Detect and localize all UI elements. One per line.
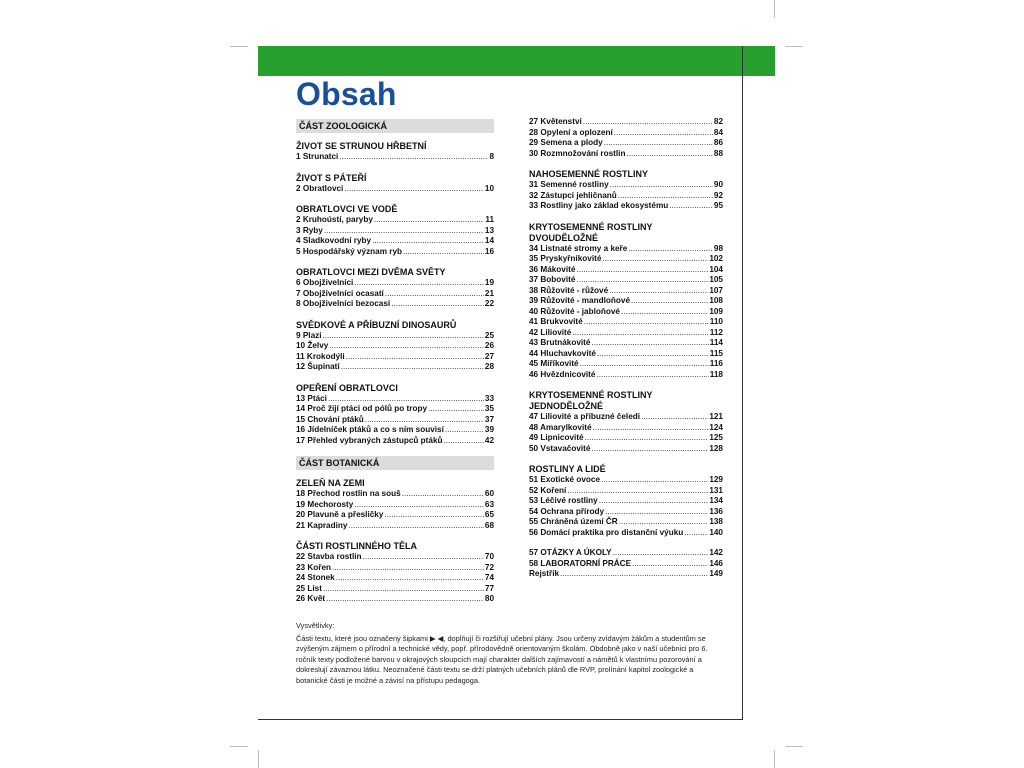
toc-entry[interactable] <box>296 563 494 574</box>
entry-page-number: 27 <box>484 351 494 361</box>
toc-entry[interactable] <box>296 299 494 310</box>
section-title: OBRATLOVCI MEZI DVĚMA SVĚTY <box>296 267 446 277</box>
toc-entry[interactable] <box>529 286 723 297</box>
entry-label: 47 Liliovité a příbuzné čeledi <box>529 412 641 421</box>
entry-page-number: 14 <box>484 236 494 245</box>
entry-label: 46 Hvězdnicovité <box>529 369 596 379</box>
entry-label: 51 Exotické ovoce <box>529 475 600 484</box>
toc-section <box>529 222 723 381</box>
toc-entry[interactable] <box>529 307 723 318</box>
dot-leader <box>374 215 484 226</box>
dot-leader <box>614 128 713 139</box>
entry-page-number: 21 <box>484 288 494 298</box>
notes-title: Vysvětlivky: <box>296 621 335 630</box>
toc-entry[interactable] <box>296 415 494 426</box>
entry-label: 13 Ptáci <box>296 393 327 403</box>
dot-leader <box>604 138 713 149</box>
entry-label: 39 Růžovité - mandloňové <box>529 296 630 305</box>
dot-leader <box>572 328 708 339</box>
toc-entry[interactable] <box>529 275 723 286</box>
toc-entry[interactable] <box>529 359 723 370</box>
dot-leader <box>641 412 708 423</box>
toc-entry[interactable] <box>529 317 723 328</box>
entry-label: 2 Kruhoústí, paryby <box>296 215 373 224</box>
toc-entry[interactable] <box>296 552 494 563</box>
dot-leader <box>344 184 484 195</box>
dot-leader <box>591 338 708 349</box>
entry-label: 33 Rostliny jako základ ekosystému <box>529 201 669 210</box>
entry-label: 6 Obojživelníci <box>296 278 354 287</box>
toc-entry[interactable] <box>296 331 494 342</box>
dot-leader <box>684 528 708 539</box>
toc-entry[interactable] <box>529 528 723 539</box>
page-border-right <box>742 46 743 720</box>
dot-leader <box>444 436 484 447</box>
entry-label: 23 Kořen <box>296 562 332 572</box>
entry-label: 19 Mechorosty <box>296 499 354 509</box>
entry-label: 37 Bobovité <box>529 275 576 284</box>
toc-entry[interactable] <box>296 226 494 237</box>
entry-label: 11 Krokodýli <box>296 351 345 361</box>
toc-entry[interactable] <box>296 362 494 373</box>
entry-page-number: 42 <box>484 435 494 445</box>
section-title: OBRATLOVCI VE VODĚ <box>296 204 398 214</box>
toc-entry[interactable] <box>296 394 494 405</box>
crop-mark <box>230 746 248 747</box>
entry-label: 42 Liliovité <box>529 327 572 337</box>
entry-label: 7 Obojživelníci ocasatí <box>296 288 384 298</box>
entry-page-number: 72 <box>484 562 494 572</box>
toc-entry[interactable] <box>529 370 723 381</box>
dot-leader <box>591 444 708 455</box>
entry-label: 35 Pryskyřníkovité <box>529 254 602 263</box>
toc-section <box>296 320 494 373</box>
toc-left-column <box>296 119 494 615</box>
entry-page-number: 98 <box>713 243 723 253</box>
entry-page-number: 131 <box>709 485 723 495</box>
entry-label: 4 Sladkovodní ryby <box>296 236 372 245</box>
toc-entry[interactable] <box>529 569 723 580</box>
entry-page-number: 104 <box>709 264 723 274</box>
header-green-band <box>258 46 775 76</box>
crop-mark <box>774 0 775 18</box>
entry-label: 50 Vstavačovité <box>529 443 591 453</box>
toc-entry[interactable] <box>529 191 723 202</box>
entry-page-number: 70 <box>484 552 494 561</box>
toc-entry[interactable] <box>296 521 494 532</box>
section-title: KRYTOSEMENNÉ ROSTLINY DVOUDĚLOŽNÉ <box>529 221 653 243</box>
dot-leader <box>403 247 484 258</box>
entry-label: 31 Semenné rostliny <box>529 180 609 189</box>
toc-entry[interactable] <box>529 117 723 128</box>
dot-leader <box>363 552 484 563</box>
entry-page-number: 146 <box>709 558 723 568</box>
entry-page-number: 84 <box>713 127 723 137</box>
dot-leader <box>576 275 708 286</box>
part-heading: ČÁST ZOOLOGICKÁ <box>296 119 494 133</box>
dot-leader <box>391 299 484 310</box>
crop-mark <box>785 46 803 47</box>
entry-label: 10 Želvy <box>296 341 329 350</box>
entry-label: 56 Domácí praktika pro distanční výuku <box>529 527 684 537</box>
dot-leader <box>567 486 708 497</box>
crop-mark <box>785 746 803 747</box>
entry-label: 36 Mákovité <box>529 264 576 274</box>
entry-page-number: 82 <box>713 117 723 126</box>
dot-leader <box>613 548 709 559</box>
entry-label: 27 Květenství <box>529 117 582 126</box>
entry-page-number: 115 <box>709 348 723 358</box>
entry-page-number: 114 <box>709 338 723 347</box>
dot-leader <box>339 152 488 163</box>
section-title: NAHOSEMENNÉ ROSTLINY <box>529 169 649 179</box>
toc-entry[interactable] <box>529 507 723 518</box>
toc-entry[interactable] <box>529 254 723 265</box>
crop-mark <box>230 46 248 47</box>
entry-page-number: 118 <box>709 369 723 379</box>
entry-label: 58 LABORATORNÍ PRÁCE <box>529 558 632 568</box>
toc-entry[interactable] <box>529 244 723 255</box>
entry-page-number: 11 <box>485 215 494 224</box>
entry-page-number: 74 <box>484 573 494 582</box>
entry-page-number: 65 <box>484 510 494 519</box>
entry-page-number: 68 <box>484 520 494 530</box>
entry-label: 5 Hospodářský význam ryb <box>296 246 403 256</box>
toc-entry[interactable] <box>529 486 723 497</box>
entry-label: 12 Šupinatí <box>296 362 340 371</box>
entry-label: 45 Miříkovité <box>529 359 579 368</box>
toc-entry[interactable] <box>296 289 494 300</box>
entry-label: 55 Chráněná území ČR <box>529 517 618 526</box>
toc-entry[interactable] <box>529 328 723 339</box>
toc-entry[interactable] <box>296 436 494 447</box>
entry-label: 30 Rozmnožování rostlin <box>529 148 626 158</box>
dot-leader <box>332 563 484 574</box>
toc-entry[interactable] <box>296 573 494 584</box>
entry-label: 29 Semena a plody <box>529 138 603 147</box>
entry-page-number: 86 <box>713 138 723 147</box>
toc-section <box>529 390 723 454</box>
entry-label: 41 Brukvovité <box>529 317 583 326</box>
dot-leader <box>329 341 484 352</box>
section-title: ŽIVOT S PÁTEŘÍ <box>296 172 367 183</box>
entry-page-number: 35 <box>484 404 494 413</box>
entry-page-number: 26 <box>484 341 494 350</box>
entry-page-number: 33 <box>484 393 494 403</box>
toc-entry[interactable] <box>529 296 723 307</box>
toc-entry[interactable] <box>529 444 723 455</box>
dot-leader <box>605 507 708 518</box>
entry-page-number: 138 <box>709 517 723 526</box>
dot-leader <box>621 307 708 318</box>
toc-right-column <box>529 117 723 590</box>
entry-label: 24 Stonek <box>296 573 335 582</box>
toc-section <box>296 173 494 195</box>
entry-label: 54 Ochrana přírody <box>529 506 605 516</box>
entry-page-number: 8 <box>489 152 494 161</box>
entry-page-number: 39 <box>484 425 494 434</box>
crop-mark <box>774 750 775 768</box>
dot-leader <box>626 149 712 160</box>
entry-page-number: 109 <box>709 306 723 316</box>
toc-entry[interactable] <box>296 184 494 195</box>
entry-page-number: 28 <box>484 362 494 371</box>
entry-page-number: 10 <box>484 183 494 193</box>
toc-section <box>296 204 494 257</box>
toc-entry[interactable] <box>529 149 723 160</box>
entry-label: 3 Ryby <box>296 225 323 235</box>
dot-leader <box>560 569 708 580</box>
toc-section <box>296 141 494 163</box>
entry-page-number: 116 <box>709 359 723 368</box>
dot-leader <box>336 573 484 584</box>
entry-page-number: 63 <box>484 499 494 509</box>
dot-leader <box>372 236 484 247</box>
dot-leader <box>354 278 484 289</box>
toc-entry[interactable] <box>529 349 723 360</box>
entry-page-number: 19 <box>484 278 494 287</box>
toc-section <box>296 267 494 310</box>
toc-entry[interactable] <box>296 404 494 415</box>
toc-entry[interactable] <box>296 341 494 352</box>
entry-page-number: 80 <box>484 594 494 603</box>
entry-label: 21 Kapradiny <box>296 520 348 530</box>
page-border-bottom <box>258 719 743 720</box>
entry-label: 52 Koření <box>529 485 567 495</box>
entry-label: 17 Přehled vybraných zástupců ptáků <box>296 435 443 445</box>
dot-leader <box>669 201 713 212</box>
entry-label: 15 Chování ptáků <box>296 414 364 424</box>
entry-page-number: 121 <box>709 412 723 421</box>
entry-label: 53 Léčivé rostliny <box>529 496 598 505</box>
dot-leader <box>354 500 484 511</box>
dot-leader <box>593 423 709 434</box>
dot-leader <box>384 510 484 521</box>
entry-label: 48 Amarylkovité <box>529 422 592 432</box>
entry-page-number: 107 <box>709 285 723 295</box>
toc-section <box>529 464 723 538</box>
toc-entry[interactable] <box>529 433 723 444</box>
toc-entry[interactable] <box>529 517 723 528</box>
dot-leader <box>583 117 713 128</box>
toc-entry[interactable] <box>529 265 723 276</box>
toc-section <box>529 548 723 580</box>
toc-entry[interactable] <box>529 475 723 486</box>
dot-leader <box>428 404 484 415</box>
dot-leader <box>596 370 708 381</box>
entry-label: 28 Opylení a oplození <box>529 127 613 137</box>
toc-entry[interactable] <box>529 496 723 507</box>
entry-page-number: 92 <box>713 190 723 200</box>
entry-page-number: 129 <box>709 475 723 484</box>
dot-leader <box>341 362 484 373</box>
entry-label: 8 Obojživelníci bezocasí <box>296 299 391 308</box>
entry-label: 22 Stavba rostlin <box>296 552 362 561</box>
dot-leader <box>609 286 708 297</box>
toc-entry[interactable] <box>296 510 494 521</box>
toc-entry[interactable] <box>296 500 494 511</box>
toc-section <box>296 478 494 531</box>
entry-page-number: 124 <box>709 422 723 432</box>
entry-page-number: 60 <box>484 489 494 498</box>
entry-page-number: 105 <box>709 275 723 284</box>
section-title: ZELEŇ NA ZEMI <box>296 478 365 488</box>
dot-leader <box>599 496 709 507</box>
dot-leader <box>580 359 709 370</box>
dot-leader <box>631 296 708 307</box>
entry-page-number: 25 <box>484 330 494 340</box>
dot-leader <box>348 521 483 532</box>
entry-page-number: 134 <box>709 496 723 505</box>
entry-page-number: 102 <box>709 254 723 263</box>
entry-page-number: 77 <box>484 583 494 593</box>
toc-entry[interactable] <box>296 425 494 436</box>
dot-leader <box>402 489 484 500</box>
section-title: ČÁSTI ROSTLINNÉHO TĚLA <box>296 541 417 551</box>
entry-label: 9 Plazi <box>296 330 322 340</box>
entry-page-number: 95 <box>713 201 723 210</box>
entry-page-number: 110 <box>709 317 723 326</box>
entry-label: 25 List <box>296 583 322 593</box>
notes-block <box>296 621 726 687</box>
dot-leader <box>365 415 484 426</box>
toc-entry[interactable] <box>296 215 494 226</box>
dot-leader <box>628 244 713 255</box>
entry-page-number: 13 <box>484 225 494 235</box>
dot-leader <box>601 475 708 486</box>
entry-label: 26 Květ <box>296 594 326 603</box>
section-title: ROSTLINY A LIDÉ <box>529 464 606 474</box>
toc-section <box>296 541 494 605</box>
dot-leader <box>324 226 484 237</box>
toc-entry[interactable] <box>296 352 494 363</box>
entry-label: 40 Růžovité - jabloňové <box>529 306 620 316</box>
entry-page-number: 37 <box>484 414 494 424</box>
section-title: SVĚDKOVÉ A PŘÍBUZNÍ DINOSAURŮ <box>296 319 457 330</box>
entry-page-number: 88 <box>713 148 723 158</box>
toc-section <box>296 383 494 447</box>
toc-entry[interactable] <box>529 128 723 139</box>
entry-label: 57 OTÁZKY A ÚKOLY <box>529 548 612 557</box>
toc-entry[interactable] <box>529 423 723 434</box>
dot-leader <box>576 265 708 276</box>
dot-leader <box>632 559 708 570</box>
dot-leader <box>385 289 484 300</box>
dot-leader <box>323 584 484 595</box>
dot-leader <box>328 394 484 405</box>
entry-page-number: 22 <box>484 299 494 308</box>
entry-page-number: 140 <box>709 527 723 537</box>
dot-leader <box>445 425 484 436</box>
toc-entry[interactable] <box>296 278 494 289</box>
toc-entry[interactable] <box>296 247 494 258</box>
entry-page-number: 112 <box>709 327 723 337</box>
entry-label: 44 Hluchavkovité <box>529 348 596 358</box>
entry-label: 1 Strunatci <box>296 152 339 161</box>
dot-leader <box>346 352 484 363</box>
entry-page-number: 128 <box>709 443 723 453</box>
toc-entry[interactable] <box>529 338 723 349</box>
entry-label: 20 Plavuně a přesličky <box>296 510 384 519</box>
entry-label: 43 Brutnákovité <box>529 338 591 347</box>
entry-label: 49 Lipnicovité <box>529 433 584 442</box>
section-title: ŽIVOT SE STRUNOU HŘBETNÍ <box>296 141 427 151</box>
dot-leader <box>597 349 709 360</box>
toc-section <box>529 117 723 159</box>
toc-entry[interactable] <box>296 152 494 163</box>
entry-page-number: 90 <box>713 180 723 189</box>
dot-leader <box>618 191 713 202</box>
dot-leader <box>610 180 713 191</box>
dot-leader <box>619 517 709 528</box>
page-title: Obsah <box>296 76 397 112</box>
dot-leader <box>584 317 709 328</box>
entry-page-number: 142 <box>709 548 723 557</box>
dot-leader <box>326 594 484 605</box>
toc-entry[interactable] <box>296 584 494 595</box>
toc-entry[interactable] <box>296 489 494 500</box>
toc-entry[interactable] <box>529 201 723 212</box>
entry-label: 2 Obratlovci <box>296 183 344 193</box>
section-title: KRYTOSEMENNÉ ROSTLINY JEDNODĚLOŽNÉ <box>529 390 653 411</box>
toc-section <box>529 169 723 212</box>
entry-label: 32 Zástupci jehličnanů <box>529 190 617 200</box>
toc-entry[interactable] <box>529 180 723 191</box>
entry-label: 18 Přechod rostlin na souš <box>296 489 401 498</box>
entry-page-number: 136 <box>709 506 723 516</box>
entry-page-number: 108 <box>709 296 723 305</box>
entry-page-number: 16 <box>484 246 494 256</box>
entry-label: 34 Listnaté stromy a keře <box>529 243 628 253</box>
toc-entry[interactable] <box>529 412 723 423</box>
entry-page-number: 125 <box>709 433 723 442</box>
entry-label: 14 Proč žijí ptáci od pólů po tropy <box>296 404 428 413</box>
part-heading: ČÁST BOTANICKÁ <box>296 456 494 470</box>
crop-mark <box>258 750 259 768</box>
entry-label: Rejstřík <box>529 569 560 578</box>
dot-leader <box>602 254 708 265</box>
section-title: OPEŘENÍ OBRATLOVCI <box>296 382 398 393</box>
toc-entry[interactable] <box>529 559 723 570</box>
toc-entry[interactable] <box>296 236 494 247</box>
toc-entry[interactable] <box>296 594 494 605</box>
dot-leader <box>323 331 484 342</box>
toc-entry[interactable] <box>529 138 723 149</box>
dot-leader <box>585 433 709 444</box>
notes-text: Části textu, které jsou označeny šipkami ▶ ◀, doplňují či rozšiřují učební plány. Jsou určeny zvídavým žákům a studentům se zvýšeným zájmem o přírodní a technické vědy, popř. přírodovědně orientovaným školám. Obdobně jako v naší učebnici pro 6. ročník texty podložené barvou v okrajových sloupcích mají charakter dalších zajímavostí a námětů k vlastnímu pozorování a dokreslují závaznou látku. Neoznačené části textu se drží platných učebních plánů dle RVP, prolínání kapitol zoologické a botanické části je možné a závisí na přístupu pedagoga. <box>296 633 708 685</box>
entry-label: 16 Jídelníček ptáků a co s ním souvisí <box>296 425 444 434</box>
entry-page-number: 149 <box>709 569 723 578</box>
toc-entry[interactable] <box>529 548 723 559</box>
entry-label: 38 Růžovité - růžové <box>529 285 609 295</box>
